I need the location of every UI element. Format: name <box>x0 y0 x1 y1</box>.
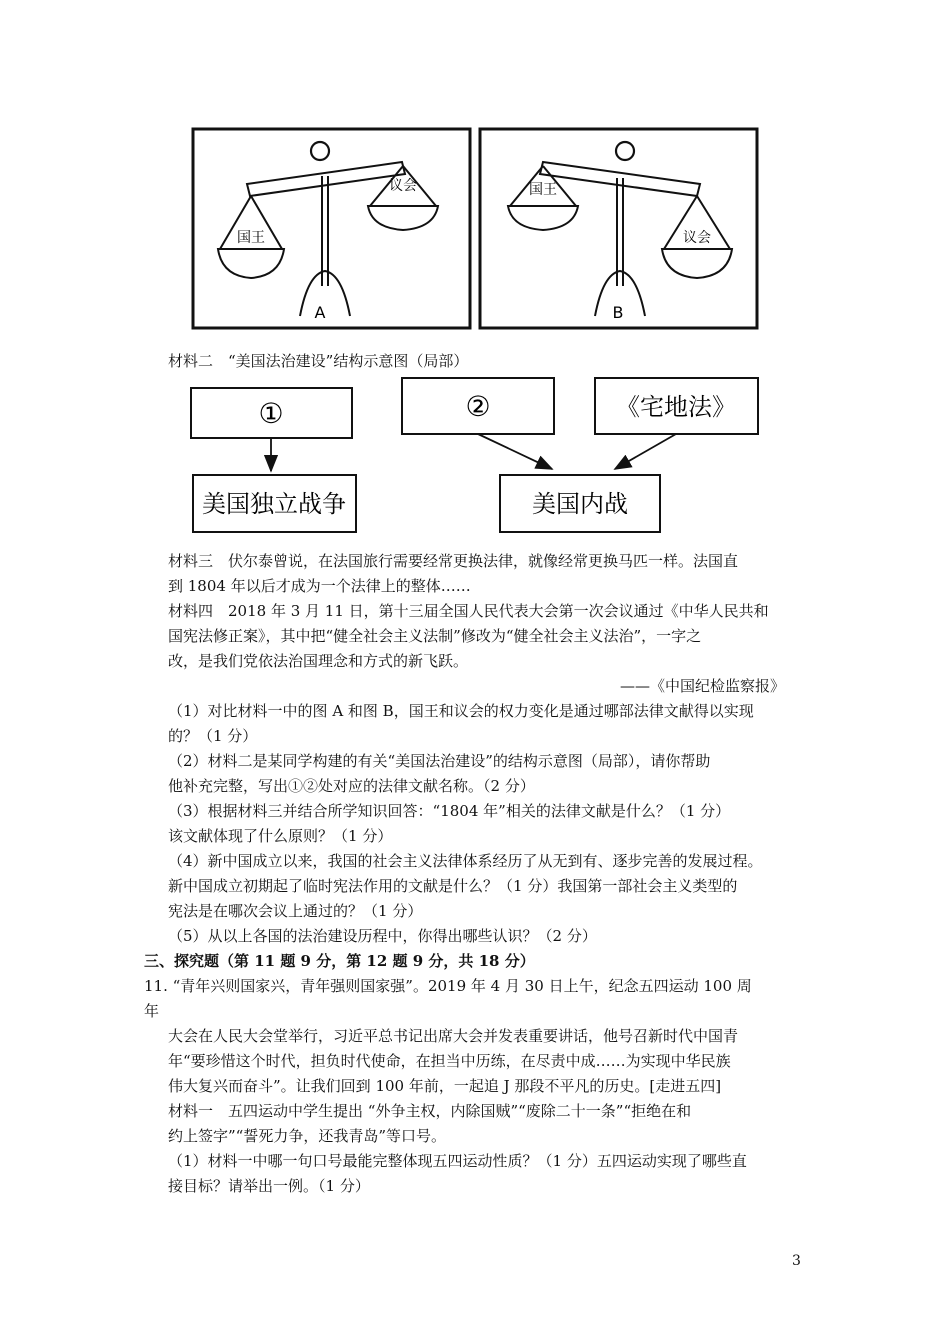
material3-line-1: 材料三 伏尔泰曾说，在法国旅行需要经常更换法律，就像经常更换马匹一样。法国直 <box>168 552 739 570</box>
panel-a <box>193 129 470 328</box>
material4-line-1: 材料四 2018 年 3 月 11 日，第十三届全国人民代表大会第一次会议通过《中华人民共和 <box>168 602 769 620</box>
material4-line-3: 改，是我们党依法治国理念和方式的新飞跃。 <box>168 652 469 670</box>
box-civil-war: 美国内战 <box>532 490 628 518</box>
question-11-line-2: 年 <box>144 1002 160 1020</box>
question-2-line-2: 他补充完整，写出①②处对应的法律文献名称。（2 分） <box>168 777 535 795</box>
material2-caption: 材料二 “美国法治建设”结构示意图（局部） <box>168 352 469 370</box>
panel-label-b: B <box>612 303 624 322</box>
right-pan-label-b: 议会 <box>683 230 711 246</box>
left-pan-label-b: 国王 <box>529 182 557 198</box>
section-3-heading: 三、探究题（第 11 题 9 分，第 12 题 9 分，共 18 分） <box>144 952 535 970</box>
material11-line-2: 约上签字”“誓死力争，还我青岛”等口号。 <box>168 1127 447 1145</box>
box-1: ① <box>258 397 284 430</box>
material11-line-1: 材料一 五四运动中学生提出 “外争主权，内除国贼”“废除二十一条”“拒绝在和 <box>168 1102 692 1120</box>
page-number: 3 <box>792 1253 801 1269</box>
left-pan-label-a: 国王 <box>237 230 265 246</box>
material3-line-2: 到 1804 年以后才成为一个法律上的整体…… <box>168 577 471 595</box>
material4-line-2: 国宪法修正案》，其中把“健全社会主义法制”修改为“健全社会主义法治”，一字之 <box>168 627 702 645</box>
question-11-line-3: 大会在人民大会堂举行，习近平总书记出席大会并发表重要讲话，他号召新时代中国青 <box>168 1027 739 1045</box>
right-pan-label-a: 议会 <box>389 178 417 194</box>
question-4-line-2: 新中国成立初期起了临时宪法作用的文献是什么？（1 分）我国第一部社会主义类型的 <box>168 877 738 895</box>
question-11-1-line-1: （1）材料一中哪一句口号最能完整体现五四运动性质？（1 分）五四运动实现了哪些直 <box>168 1152 747 1170</box>
structure-diagram <box>190 375 770 537</box>
question-11-line-1: 11. “青年兴则国家兴，青年强则国家强”。2019 年 4 月 30 日上午，纪念五四运动 100 周 <box>144 977 752 995</box>
box-independence-war: 美国独立战争 <box>202 490 346 518</box>
panel-b <box>480 129 757 328</box>
question-3-line-1: （3）根据材料三并结合所学知识回答：“1804 年”相关的法律文献是什么？（1 分） <box>168 802 731 820</box>
box-3: 《宅地法》 <box>616 393 736 421</box>
box-2: ② <box>465 390 491 423</box>
question-3-line-2: 该文献体现了什么原则？（1 分） <box>168 827 393 845</box>
question-11-line-4: 年“要珍惜这个时代，担负时代使命，在担当中历练，在尽责中成……为实现中华民族 <box>168 1052 731 1070</box>
question-1-line-2: 的？（1 分） <box>168 727 258 745</box>
question-4-line-1: （4）新中国成立以来，我国的社会主义法律体系经历了从无到有、逐步完善的发展过程。 <box>168 852 763 870</box>
material4-source: ——《中国纪检监察报》 <box>620 677 786 695</box>
question-11-1-line-2: 接目标？请举出一例。（1 分） <box>168 1177 370 1195</box>
question-11-line-5: 伟大复兴而奋斗”。让我们回到 100 年前，一起追 J 那段不平凡的历史。[走进五四] <box>168 1077 722 1095</box>
panel-label-a: A <box>314 303 326 322</box>
balance-scale-figure <box>190 126 760 332</box>
question-1-line-1: （1）对比材料一中的图 A 和图 B，国王和议会的权力变化是通过哪部法律文献得以实现 <box>168 702 754 720</box>
question-2-line-1: （2）材料二是某同学构建的有关“美国法治建设”的结构示意图（局部），请你帮助 <box>168 752 711 770</box>
question-5: （5）从以上各国的法治建设历程中，你得出哪些认识？（2 分） <box>168 927 597 945</box>
question-4-line-3: 宪法是在哪次会议上通过的？（1 分） <box>168 902 423 920</box>
